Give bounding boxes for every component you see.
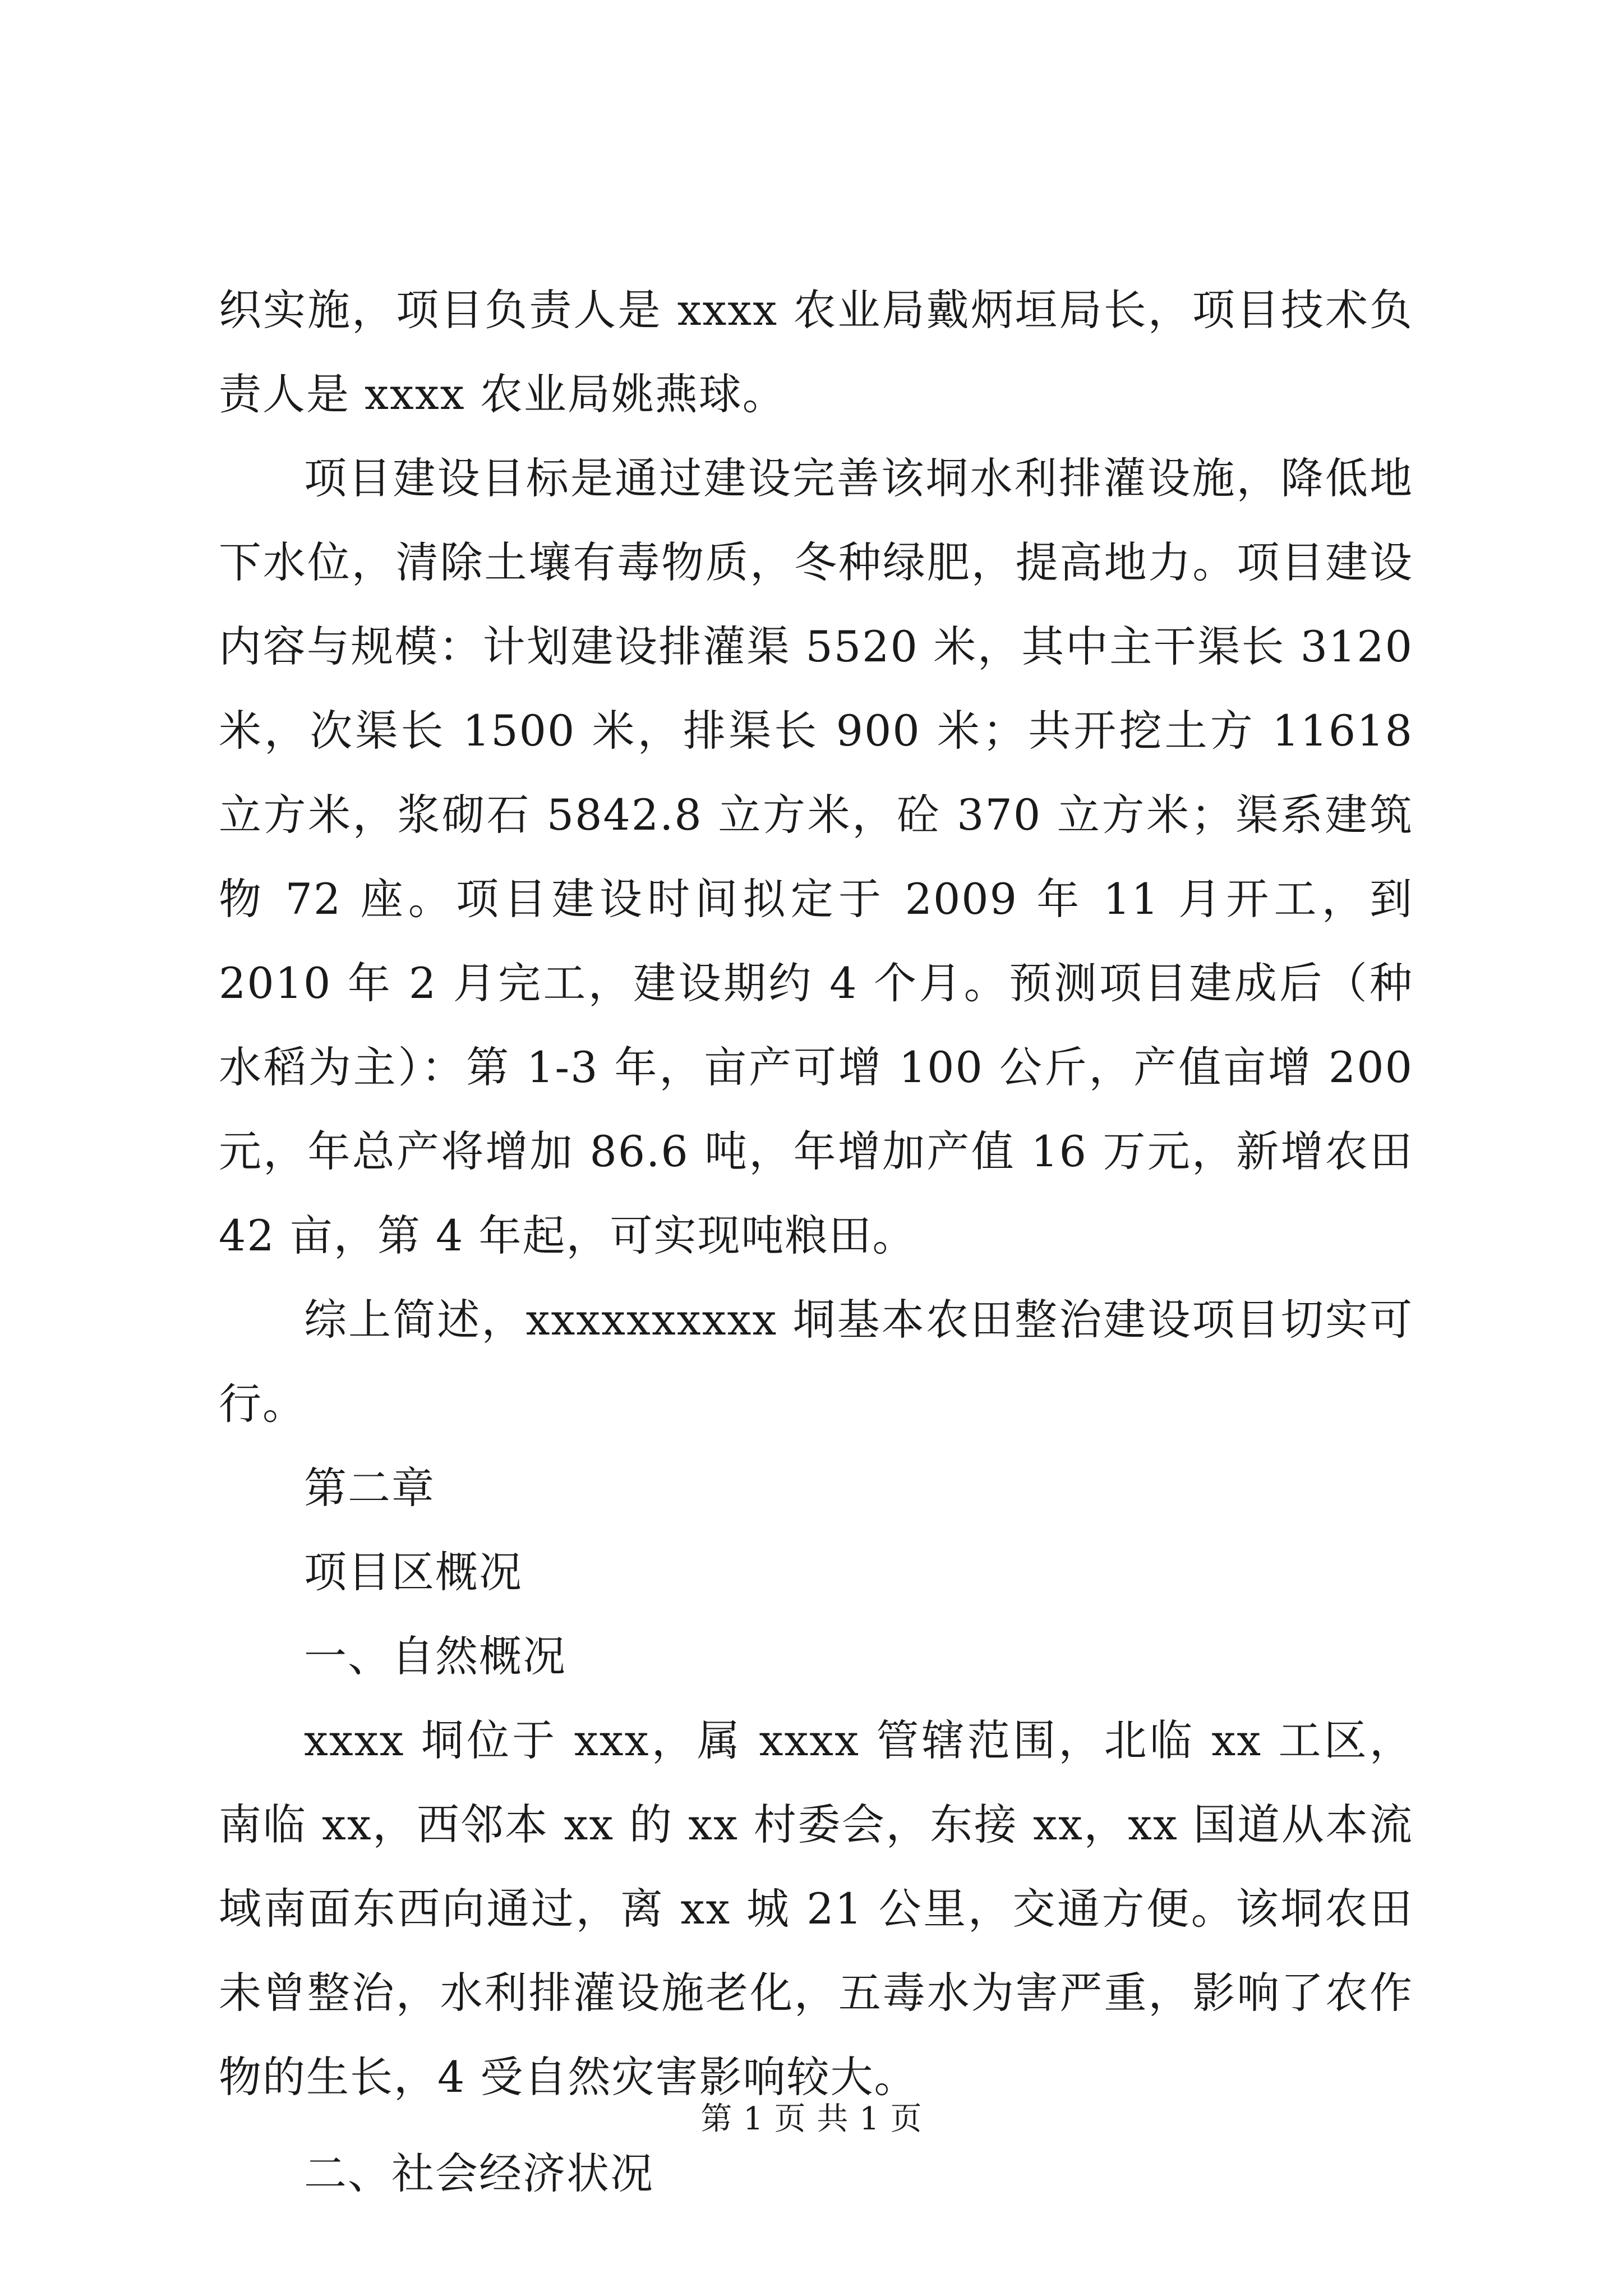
chapter-heading: 第二章 — [304, 1463, 435, 1513]
paragraph-project-goals: 项目建设目标是通过建设完善该垌水利排灌设施，降低地下水位，清除土壤有毒物质，冬种绿肥，提高地力。项目建设内容与规模：计划建设排灌渠 5520 米，其中主干渠长 3120 米，次渠长 1500 米，排渠长 900 米；共开挖土方 11618 立方米，浆砌石 5842.8 立方米，砼 370 立方米；渠系建筑物 72 座。项目建设时间拟定于 2009 年 11 月开工，到 2010 年 2 月完工，建设期约 4 个月。预测项目建成后（种水稻为主）：第 1-3 年，亩产可增 100 公斤，产值亩增 200 元，年总产将增加 86.6 吨，年增加产值 16 万元，新增农田 42 亩，第 4 年起，可实现吨粮田。 — [219, 453, 1413, 1260]
paragraph-natural-overview: xxxx 垌位于 xxx，属 xxxx 管辖范围，北临 xx 工区，南临 xx，西邻本 xx 的 xx 村委会，东接 xx，xx 国道从本流域南面东西向通过，离 xx 城 21 公里，交通方便。该垌农田未曾整治，水利排灌设施老化，五毒水为害严重，影响了农作物的生长，4 受自然灾害影响较大。 — [219, 1715, 1413, 2102]
section-heading-natural: 一、自然概况 — [304, 1631, 566, 1681]
paragraph-conclusion: 综上简述，xxxxxxxxxx 垌基本农田整治建设项目切实可行。 — [219, 1295, 1413, 1429]
paragraph-implementation: 织实施，项目负责人是 xxxx 农业局戴炳垣局长，项目技术负责人是 xxxx 农业局姚燕球。 — [219, 285, 1413, 419]
page-footer: 第 1 页 共 1 页 — [700, 2101, 923, 2137]
chapter-title: 项目区概况 — [304, 1547, 523, 1597]
document-body — [219, 268, 1413, 2216]
section-heading-socioeconomic: 二、社会经济状况 — [304, 2148, 654, 2198]
